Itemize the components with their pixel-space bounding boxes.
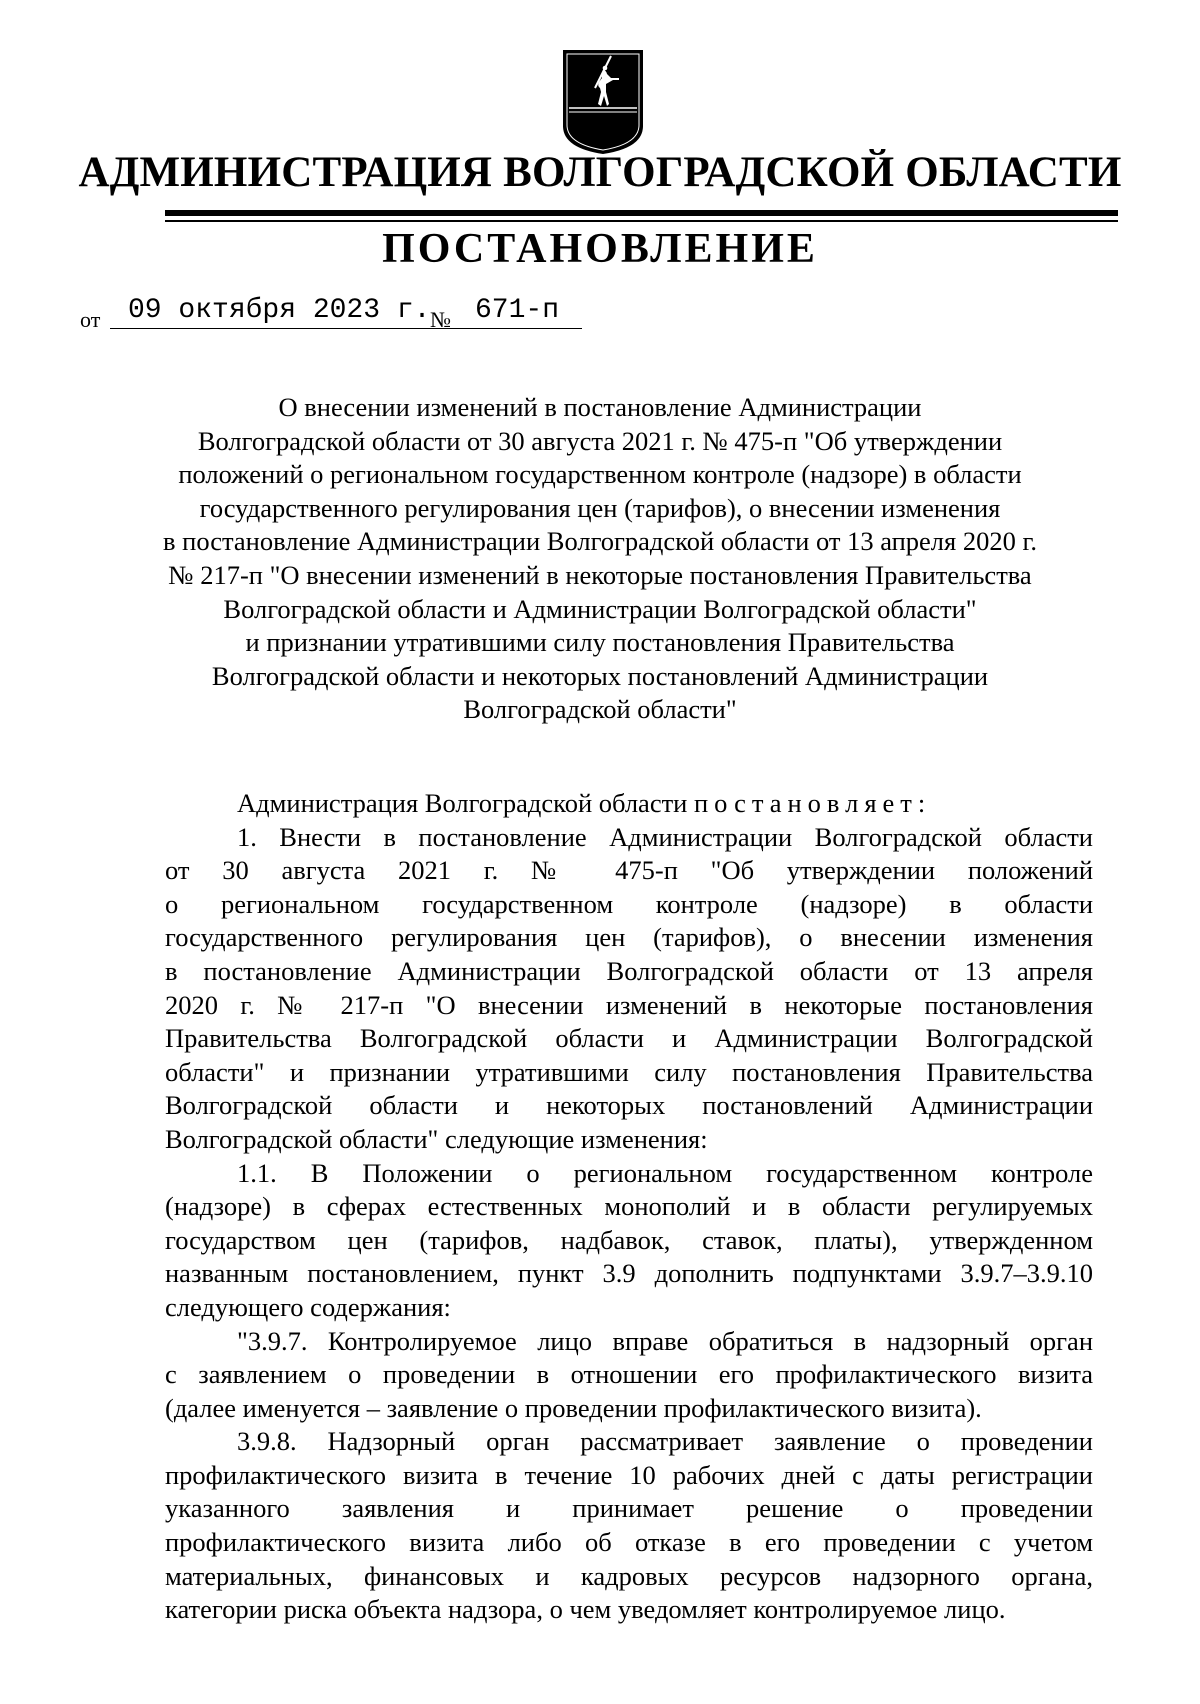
header-rule-thick: [165, 210, 1118, 216]
date-label: от: [80, 307, 101, 332]
body-line: с заявлением о проведении в отношении его профилактического визита: [165, 1359, 1093, 1390]
body-line: следующего содержания:: [165, 1291, 451, 1322]
body-line: профилактического визита в течение 10 рабочих дней с даты регистрации: [165, 1459, 1093, 1490]
document-date: 09 октября 2023 г.: [128, 295, 431, 326]
title-line: Волгоградской области": [463, 694, 737, 725]
body-line: 1.1. В Положении о региональном государственном контроле: [237, 1157, 1093, 1188]
title-line: О внесении изменений в постановление Администрации: [278, 392, 922, 422]
document-title: [120, 391, 1080, 727]
document-number: 671-п: [475, 295, 560, 326]
title-line: государственного регулирования цен (тарифов), о внесении изменения: [199, 492, 1001, 523]
body-line: в постановление Администрации Волгоградской области от 13 апреля: [165, 955, 1093, 986]
coat-of-arms-icon: [561, 48, 645, 156]
intro-line: [165, 787, 1093, 821]
document-body: [165, 787, 1093, 1627]
body-line: 1. Внести в постановление Администрации Волгоградской области: [237, 821, 1093, 852]
body-line: (надзоре) в сферах естественных монополий и в области регулируемых: [165, 1191, 1093, 1222]
title-line: Волгоградской области и Администрации Волгоградской области": [223, 593, 977, 624]
body-line: профилактического визита либо об отказе в его проведении с учетом: [165, 1527, 1093, 1558]
body-line: 2020 г. № 217-п "О внесении изменений в некоторые постановления: [165, 989, 1093, 1020]
body-line: Волгоградской области и некоторых постановлений Администрации: [165, 1090, 1093, 1121]
intro-resolves: постановляет:: [693, 788, 932, 818]
body-line: области" и признании утратившими силу постановления Правительства: [165, 1056, 1093, 1087]
document-type-heading: ПОСТАНОВЛЕНИЕ: [382, 226, 818, 272]
body-line: Волгоградской области" следующие изменения:: [165, 1123, 708, 1154]
body-line: (далее именуется – заявление о проведении профилактического визита).: [165, 1392, 982, 1423]
title-line: положений о региональном государственном контроле (надзоре) в области: [178, 459, 1022, 490]
title-line: и признании утратившими силу постановления Правительства: [245, 627, 955, 658]
body-paragraphs: [165, 821, 1093, 1627]
header-rule-thin: [165, 220, 1118, 222]
intro-prefix: Администрация Волгоградской области: [237, 788, 694, 818]
body-line: 3.9.8. Надзорный орган рассматривает заявление о проведении: [237, 1426, 1093, 1457]
title-line: Волгоградской области и некоторых постановлений Администрации: [211, 660, 989, 691]
date-number-line: [80, 295, 600, 335]
body-line: указанного заявления и принимает решение о проведении: [165, 1493, 1093, 1524]
body-line: материальных, финансовых и кадровых ресурсов надзорного органа,: [165, 1560, 1093, 1591]
body-line: Правительства Волгоградской области и Администрации Волгоградской: [165, 1023, 1093, 1054]
body-line: категории риска объекта надзора, о чем уведомляет контролируемое лицо.: [165, 1594, 1006, 1625]
body-line: от 30 августа 2021 г. № 475-п "Об утверждении положений: [165, 855, 1093, 886]
number-underline: [458, 328, 582, 329]
body-line: о региональном государственном контроле (надзоре) в области: [165, 888, 1093, 919]
body-line: государственного регулирования цен (тарифов), о внесении изменения: [165, 922, 1093, 953]
title-line: № 217-п "О внесении изменений в некоторые постановления Правительства: [168, 559, 1032, 590]
organization-title: АДМИНИСТРАЦИЯ ВОЛГОГРАДСКОЙ ОБЛАСТИ: [78, 149, 1122, 196]
title-line: Волгоградской области от 30 августа 2021 г. № 475-п "Об утверждении: [197, 425, 1003, 456]
body-line: названным постановлением, пункт 3.9 дополнить подпунктами 3.9.7–3.9.10: [165, 1258, 1093, 1289]
body-line: "3.9.7. Контролируемое лицо вправе обратиться в надзорный орган: [237, 1325, 1093, 1356]
title-line: в постановление Администрации Волгоградской области от 13 апреля 2020 г.: [163, 526, 1037, 557]
number-label: №: [430, 307, 451, 332]
body-line: государством цен (тарифов, надбавок, ставок, платы), утвержденном: [165, 1224, 1093, 1255]
